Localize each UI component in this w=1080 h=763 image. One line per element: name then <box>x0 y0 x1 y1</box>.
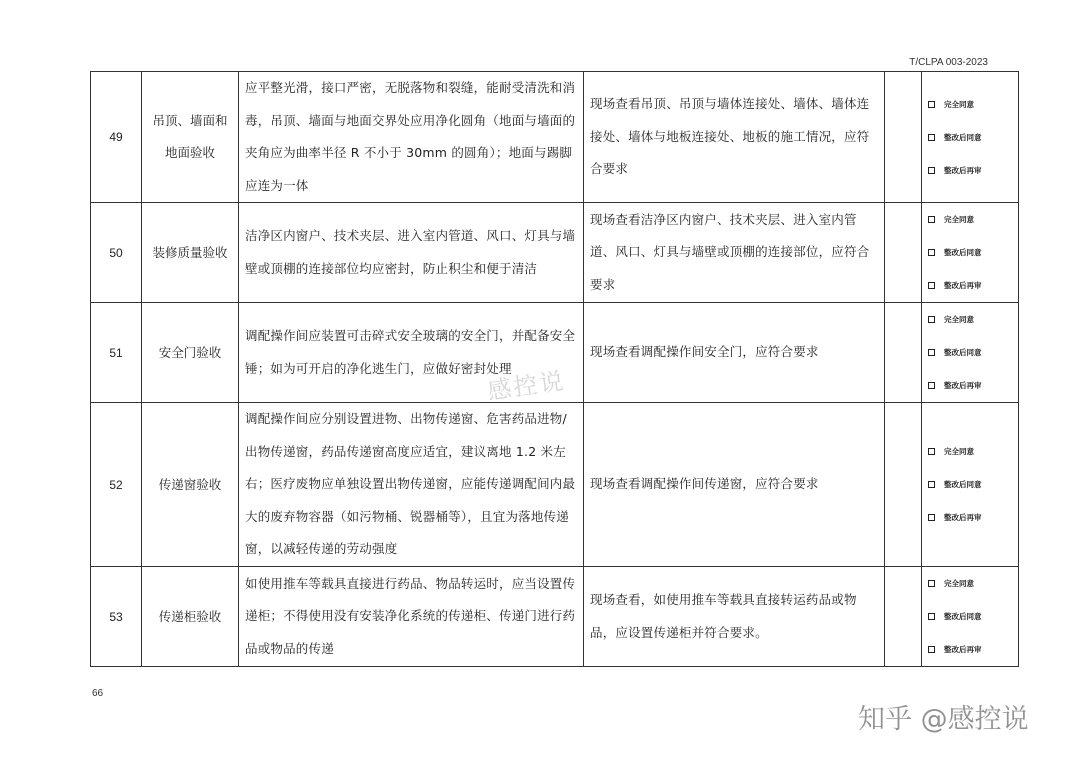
inspection-method: 现场查看调配操作间安全门，应符合要求 <box>584 303 885 403</box>
option-group <box>922 567 1019 667</box>
checkbox-icon[interactable] <box>928 282 935 289</box>
option-agree-after-fix[interactable]: 整改后同意 <box>928 236 1018 269</box>
blank-cell <box>885 72 922 203</box>
option-group <box>922 203 1019 303</box>
inspection-method: 现场查看洁净区内窗户、技术夹层、进入室内管道、风口、灯具与墙壁或顶棚的连接部位，应符合要求 <box>584 203 885 303</box>
option-review-after-fix[interactable]: 整改后再审 <box>928 633 1018 666</box>
row-number: 50 <box>91 203 142 303</box>
requirement-text: 如使用推车等载具直接进行药品、物品转运时，应当设置传递柜；不得使用没有安装净化系统的传递柜、传递门进行药品或物品的传递 <box>239 567 584 667</box>
checkbox-icon[interactable] <box>928 216 935 223</box>
checkbox-icon[interactable] <box>928 613 935 620</box>
table-row <box>91 403 1019 567</box>
option-group <box>922 72 1019 203</box>
checkbox-icon[interactable] <box>928 514 935 521</box>
option-agree[interactable]: 完全同意 <box>928 203 1018 236</box>
checkbox-icon[interactable] <box>928 167 935 174</box>
option-agree[interactable]: 完全同意 <box>928 303 1018 336</box>
row-number: 49 <box>91 72 142 203</box>
inspection-method: 现场查看，如使用推车等载具直接转运药品或物品，应设置传递柜并符合要求。 <box>584 567 885 667</box>
blank-cell <box>885 303 922 403</box>
blank-cell <box>885 203 922 303</box>
checkbox-icon[interactable] <box>928 316 935 323</box>
checkbox-icon[interactable] <box>928 481 935 488</box>
blank-cell <box>885 403 922 567</box>
item-name: 传递窗验收 <box>142 403 239 567</box>
table-row <box>91 72 1019 203</box>
option-review-after-fix[interactable]: 整改后再审 <box>928 501 1018 534</box>
checkbox-icon[interactable] <box>928 101 935 108</box>
option-agree[interactable]: 完全同意 <box>928 88 1018 121</box>
table-row <box>91 567 1019 667</box>
option-agree[interactable]: 完全同意 <box>928 435 1018 468</box>
corner-watermark: 知乎 @感控说 <box>858 704 1029 735</box>
row-number: 52 <box>91 403 142 567</box>
item-name: 安全门验收 <box>142 303 239 403</box>
requirement-text: 应平整光滑，接口严密，无脱落物和裂缝，能耐受清洗和消毒，吊顶、墙面与地面交界处应用净化圆角（地面与墙面的夹角应为曲率半径 R 不小于 30mm 的圆角）；地面与踢脚应连为一体 <box>239 72 584 203</box>
checkbox-icon[interactable] <box>928 580 935 587</box>
item-name: 吊顶、墙面和 地面验收 <box>142 72 239 203</box>
checkbox-icon[interactable] <box>928 448 935 455</box>
document-code: T/CLPA 003-2023 <box>909 57 988 68</box>
option-review-after-fix[interactable]: 整改后再审 <box>928 269 1018 302</box>
row-number: 51 <box>91 303 142 403</box>
option-group <box>922 303 1019 403</box>
checkbox-icon[interactable] <box>928 134 935 141</box>
inspection-method: 现场查看调配操作间传递窗，应符合要求 <box>584 403 885 567</box>
inspection-method: 现场查看吊顶、吊顶与墙体连接处、墙体、墙体连接处、墙体与地板连接处、地板的施工情况，应符合要求 <box>584 72 885 203</box>
blank-cell <box>885 567 922 667</box>
option-review-after-fix[interactable]: 整改后再审 <box>928 154 1018 187</box>
checkbox-icon[interactable] <box>928 382 935 389</box>
row-number: 53 <box>91 567 142 667</box>
option-agree-after-fix[interactable]: 整改后同意 <box>928 336 1018 369</box>
item-name: 传递柜验收 <box>142 567 239 667</box>
requirement-text: 洁净区内窗户、技术夹层、进入室内管道、风口、灯具与墙壁或顶棚的连接部位均应密封，防止积尘和便于清洁 <box>239 203 584 303</box>
center-watermark: 感控说 <box>485 366 567 406</box>
checkbox-icon[interactable] <box>928 646 935 653</box>
requirement-text: 调配操作间应装置可击碎式安全玻璃的安全门，并配备安全锤；如为可开启的净化逃生门，应做好密封处理 <box>239 303 584 403</box>
checkbox-icon[interactable] <box>928 249 935 256</box>
option-agree-after-fix[interactable]: 整改后同意 <box>928 600 1018 633</box>
option-review-after-fix[interactable]: 整改后再审 <box>928 369 1018 402</box>
option-group <box>922 403 1019 567</box>
option-agree[interactable]: 完全同意 <box>928 567 1018 600</box>
item-name: 装修质量验收 <box>142 203 239 303</box>
option-agree-after-fix[interactable]: 整改后同意 <box>928 121 1018 154</box>
checkbox-icon[interactable] <box>928 349 935 356</box>
table-row <box>91 203 1019 303</box>
option-agree-after-fix[interactable]: 整改后同意 <box>928 468 1018 501</box>
requirement-text: 调配操作间应分别设置进物、出物传递窗、危害药品进物/出物传递窗，药品传递窗高度应适宜，建议离地 1.2 米左右；医疗废物应单独设置出物传递窗，应能传递调配间内最大的废弃物容器（如污物桶、锐器桶等），且宜为落地传递窗，以减轻传递的劳动强度 <box>239 403 584 567</box>
page-number: 66 <box>92 688 104 699</box>
